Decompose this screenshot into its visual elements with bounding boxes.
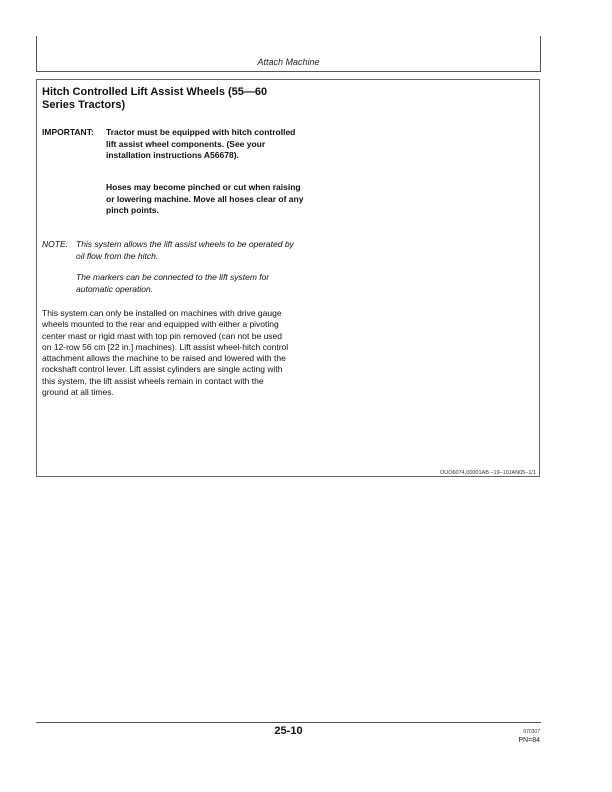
important-paragraph-2: Hoses may become pinched or cut when raising or lowering machine. Move all hoses clear of any pinch points. <box>106 182 304 215</box>
header-rule <box>36 71 541 72</box>
page-heading: Hitch Controlled Lift Assist Wheels (55—60 Series Tractors) <box>42 86 268 111</box>
body-paragraph: This system can only be installed on machines with drive gauge wheels mounted to the rear and equipped with either a pivoting center mast or rigid mast with top pin removed (can not be used on 12-row 56 cm [22 in.] machines). Lift assist wheel-hitch control attachment allows the machine to be raised and lowered with the rockshaft control lever. Lift assist cylinders are single acting with this system, the lift assist wheels remain in contact with the ground at all times. <box>42 308 289 398</box>
note-paragraph-1: This system allows the lift assist wheels to be operated by oil flow from the hitch. <box>76 239 294 261</box>
important-paragraph-1: Tractor must be equipped with hitch controlled lift assist wheel components. (See your installation instructions A56678). <box>106 127 296 160</box>
reference-code: OUO6074,00001AB –19–10JAN05–1/1 <box>439 470 536 476</box>
footer-rule <box>36 722 541 723</box>
important-label: IMPORTANT: <box>42 127 94 137</box>
section-title: Attach Machine <box>257 57 320 67</box>
footer-pn: PN=84 <box>518 737 540 744</box>
footer-date-code: 070307 <box>523 729 540 735</box>
page-number: 25-10 <box>274 725 303 737</box>
note-paragraph-2: The markers can be connected to the lift system for automatic operation. <box>76 272 270 294</box>
note-label: NOTE: <box>42 239 68 249</box>
